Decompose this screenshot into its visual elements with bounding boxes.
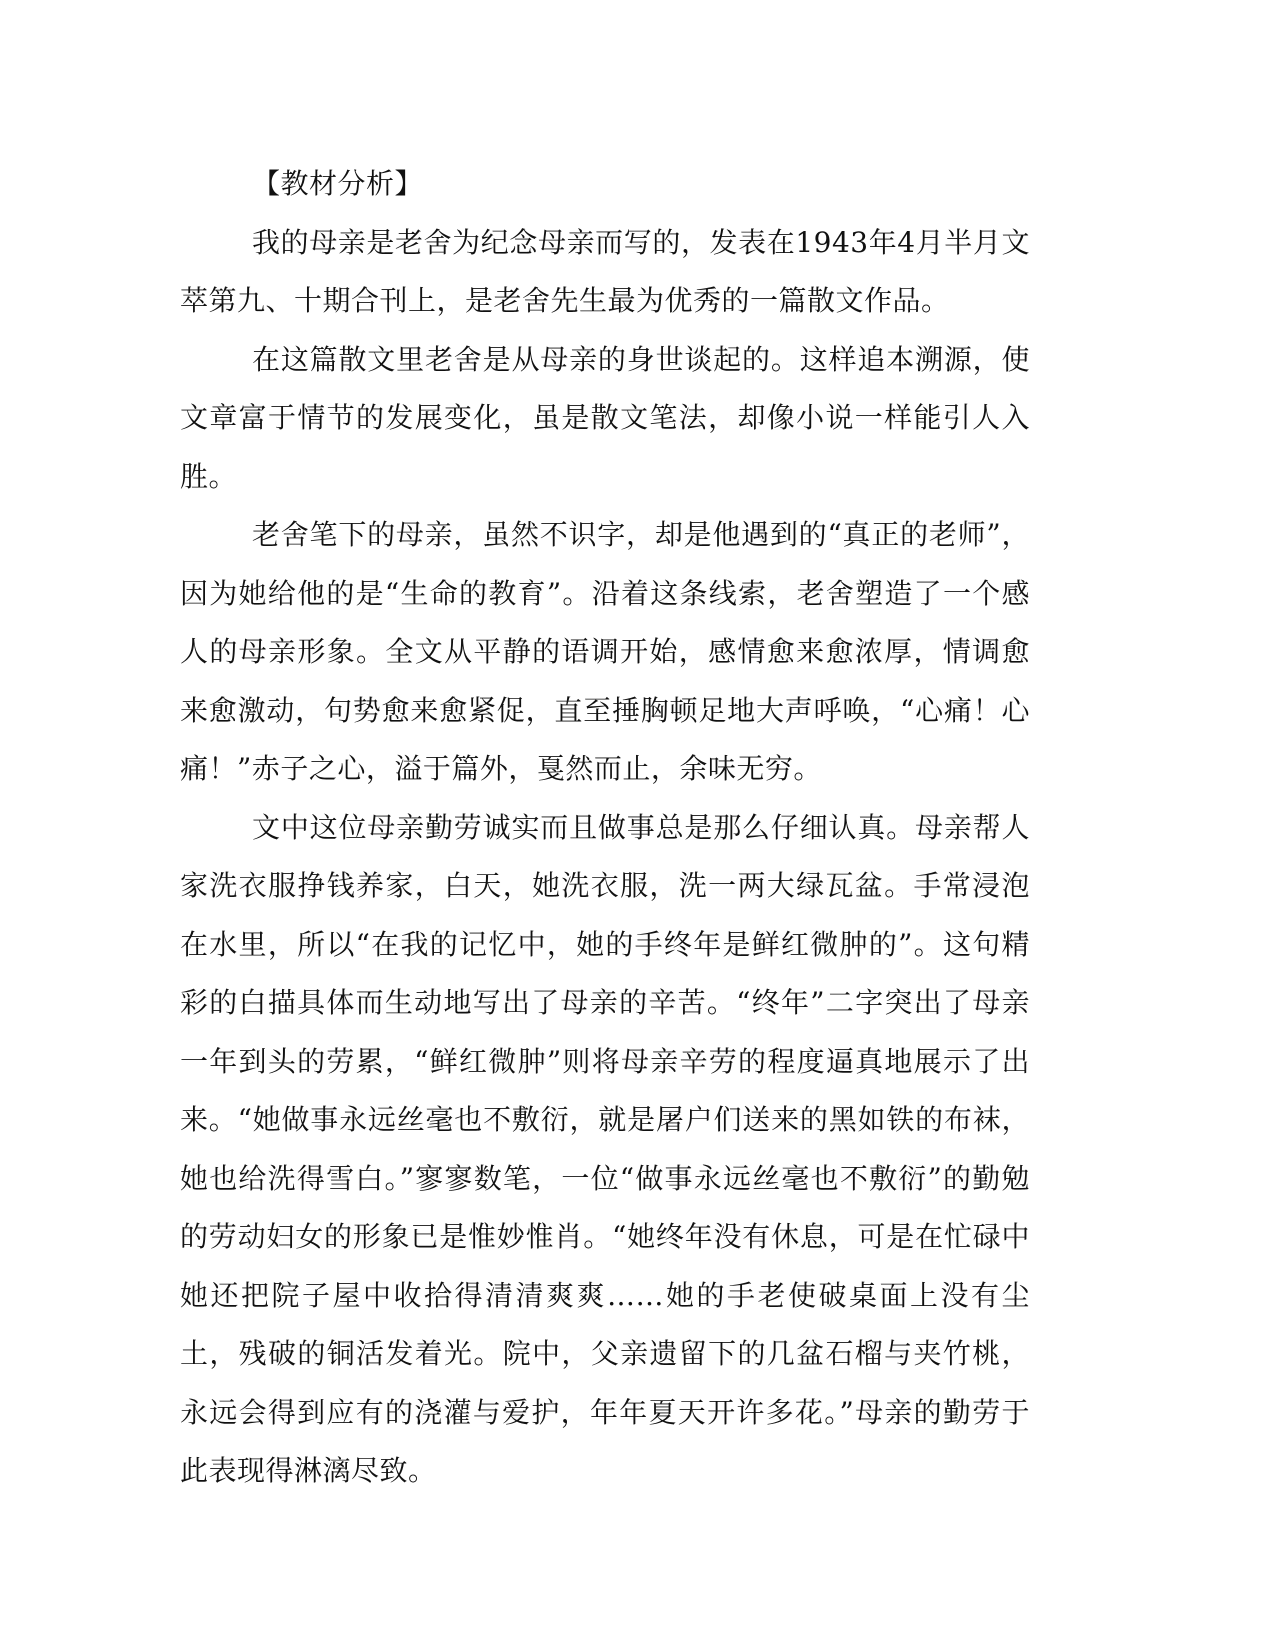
section-heading: 【教材分析】 <box>252 167 424 200</box>
paragraph-narrative-origin: 在这篇散文里老舍是从母亲的身世谈起的。这样追本溯源，使文章富于情节的发展变化，虽是散文笔法，却像小说一样能引人入胜。 <box>180 342 1030 493</box>
document-body <box>180 155 1030 1501</box>
paragraph-mother-diligence: 文中这位母亲勤劳诚实而且做事总是那么仔细认真。母亲帮人家洗衣服挣钱养家，白天，她洗衣服，洗一两大绿瓦盆。手常浸泡在水里，所以“在我的记忆中，她的手终年是鲜红微肿的”。这句精彩的白描具体而生动地写出了母亲的辛苦。“终年”二字突出了母亲一年到头的劳累，“鲜红微肿”则将母亲辛劳的程度逼真地展示了出来。“她做事永远丝毫也不敷衍，就是屠户们送来的黑如铁的布袜，她也给洗得雪白。”寥寥数笔，一位“做事永远丝毫也不敷衍”的勤勉的劳动妇女的形象已是惟妙惟肖。“她终年没有休息，可是在忙碌中她还把院子屋中收拾得清清爽爽……她的手老使破桌面上没有尘土，残破的铜活发着光。院中，父亲遗留下的几盆石榴与夹竹桃，永远会得到应有的浇灌与爱护，年年夏天开许多花。”母亲的勤劳于此表现得淋漓尽致。 <box>180 810 1030 1487</box>
paragraph-mother-as-teacher: 老舍笔下的母亲，虽然不识字，却是他遇到的“真正的老师”，因为她给他的是“生命的教育”。沿着这条线索，老舍塑造了一个感人的母亲形象。全文从平静的语调开始，感情愈来愈浓厚，情调愈来愈激动，句势愈来愈紧促，直至捶胸顿足地大声呼唤，“心痛！心痛！”赤子之心，溢于篇外，戛然而止，余味无穷。 <box>180 518 1030 785</box>
paragraph-publication-info: 我的母亲是老舍为纪念母亲而写的，发表在1943年4月半月文萃第九、十期合刊上，是老舍先生最为优秀的一篇散文作品。 <box>180 225 1030 317</box>
